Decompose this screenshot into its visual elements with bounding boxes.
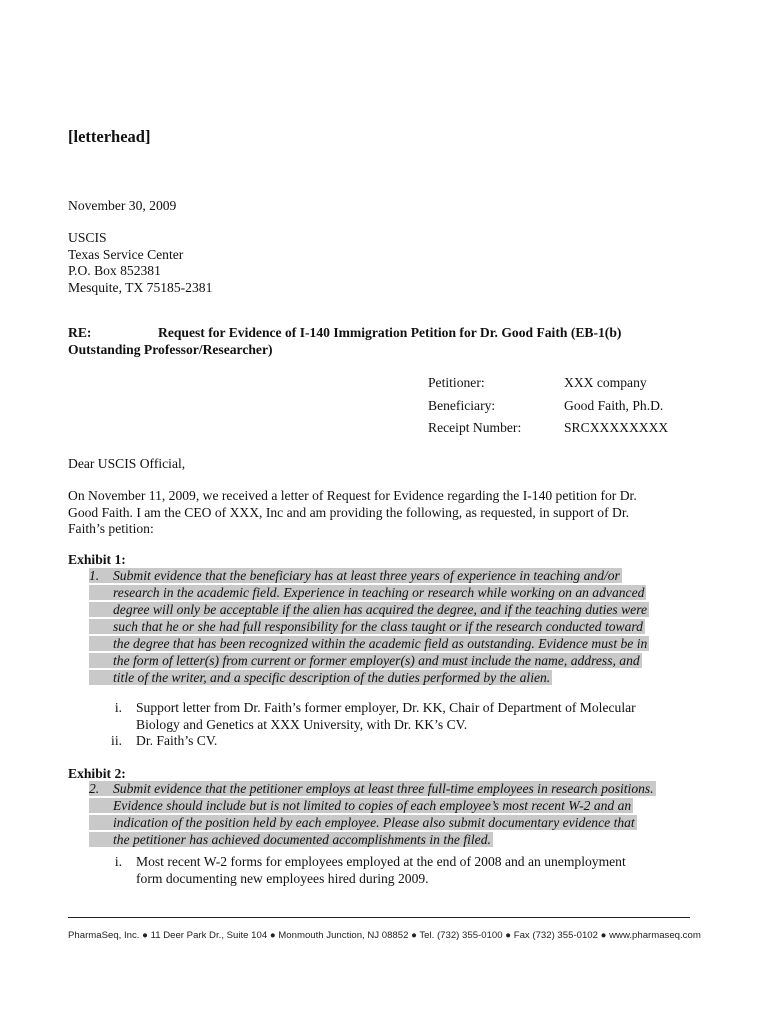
footer-company-info: PharmaSeq, Inc. ● 11 Deer Park Dr., Suite 104 ● Monmouth Junction, NJ 08852 ● Tel. (732) 355-0100 ● Fax (732) 355-0102 ● www.pharmaseq.com	[68, 930, 701, 941]
beneficiary-value: Good Faith, Ph.D.	[564, 397, 664, 413]
item-number: ii.	[111, 733, 122, 748]
list-item-continued	[88, 716, 636, 733]
subject-label: RE:	[68, 325, 92, 340]
case-detail-row	[428, 397, 668, 420]
case-details	[428, 374, 668, 442]
intro-paragraph	[68, 487, 637, 537]
request-line: research in the academic field. Experience in teaching or research while working on an advanced	[113, 585, 645, 600]
item-text: Support letter from Dr. Faith’s former employer, Dr. KK, Chair of Department of Molecular	[136, 700, 636, 715]
item-text: Dr. Faith’s CV.	[136, 733, 218, 748]
petitioner-label: Petitioner:	[428, 375, 485, 390]
list-item	[88, 853, 626, 870]
item-text: form documenting new employees hired during 2009.	[136, 870, 429, 886]
intro-line: On November 11, 2009, we received a letter of Request for Evidence regarding the I-140 petition for Dr.	[68, 488, 637, 503]
address-line: P.O. Box 852381	[68, 263, 161, 278]
exhibit-1-request	[89, 567, 649, 686]
list-item	[88, 699, 636, 716]
request-line: Submit evidence that the beneficiary has at least three years of experience in teaching and/or	[113, 568, 620, 583]
item-number: i.	[114, 854, 122, 869]
item-text: Most recent W-2 forms for employees employed at the end of 2008 and an unemployment	[136, 854, 626, 869]
intro-line: Faith’s petition:	[68, 521, 154, 536]
list-item-continued	[88, 870, 626, 887]
subject-line-continued: Outstanding Professor/Researcher)	[68, 342, 273, 357]
request-line: the degree that has been recognized within the academic field as outstanding. Evidence must be in	[113, 636, 648, 651]
exhibit-2-request	[89, 780, 656, 848]
intro-line: Good Faith. I am the CEO of XXX, Inc and am providing the following, as requested, in support of Dr.	[68, 504, 630, 520]
case-detail-row	[428, 419, 668, 442]
request-line: title of the writer, and a specific description of the duties performed by the alien.	[113, 670, 551, 685]
beneficiary-label: Beneficiary:	[428, 397, 496, 413]
petitioner-value: XXX company	[564, 375, 647, 390]
receipt-number-value: SRCXXXXXXXX	[564, 420, 669, 435]
item-number: i.	[114, 700, 122, 715]
request-line: Evidence should include but is not limited to copies of each employee’s most recent W-2 and an	[113, 798, 632, 813]
list-item	[88, 732, 636, 749]
receipt-number-label: Receipt Number:	[428, 420, 522, 435]
exhibit-2-title: Exhibit 2:	[68, 766, 126, 781]
request-line: Submit evidence that the petitioner employs at least three full-time employees in research positions.	[113, 781, 654, 796]
request-line: indication of the position held by each employee. Please also submit documentary evidence that	[113, 815, 635, 830]
request-number: 2.	[89, 781, 100, 796]
subject-line	[68, 324, 621, 341]
exhibit-2-items	[88, 853, 626, 886]
exhibit-1-title: Exhibit 1:	[68, 552, 126, 567]
request-number: 1.	[89, 568, 100, 583]
salutation: Dear USCIS Official,	[68, 456, 186, 471]
address-line: USCIS	[68, 230, 107, 245]
request-line: the form of letter(s) from current or former employer(s) and must include the name, address, and	[113, 653, 640, 668]
case-detail-row	[428, 374, 668, 397]
letter-date: November 30, 2009	[68, 198, 177, 213]
address-line: Texas Service Center	[68, 246, 184, 262]
recipient-address	[68, 229, 212, 295]
letterhead: [letterhead]	[68, 127, 151, 146]
exhibit-1-items	[88, 699, 636, 749]
item-text: Biology and Genetics at XXX University, with Dr. KK’s CV.	[136, 716, 468, 732]
request-line: the petitioner has achieved documented accomplishments in the filed.	[113, 832, 491, 847]
request-line: such that he or she had full responsibility for the class taught or if the research conducted toward	[113, 619, 643, 634]
footer-divider	[68, 917, 690, 918]
address-line: Mesquite, TX 75185-2381	[68, 279, 213, 295]
request-line: degree will only be acceptable if the alien has acquired the degree, and if the teaching duties were	[113, 602, 648, 617]
subject-text: Request for Evidence of I-140 Immigration Petition for Dr. Good Faith (EB-1(b)	[158, 325, 622, 340]
